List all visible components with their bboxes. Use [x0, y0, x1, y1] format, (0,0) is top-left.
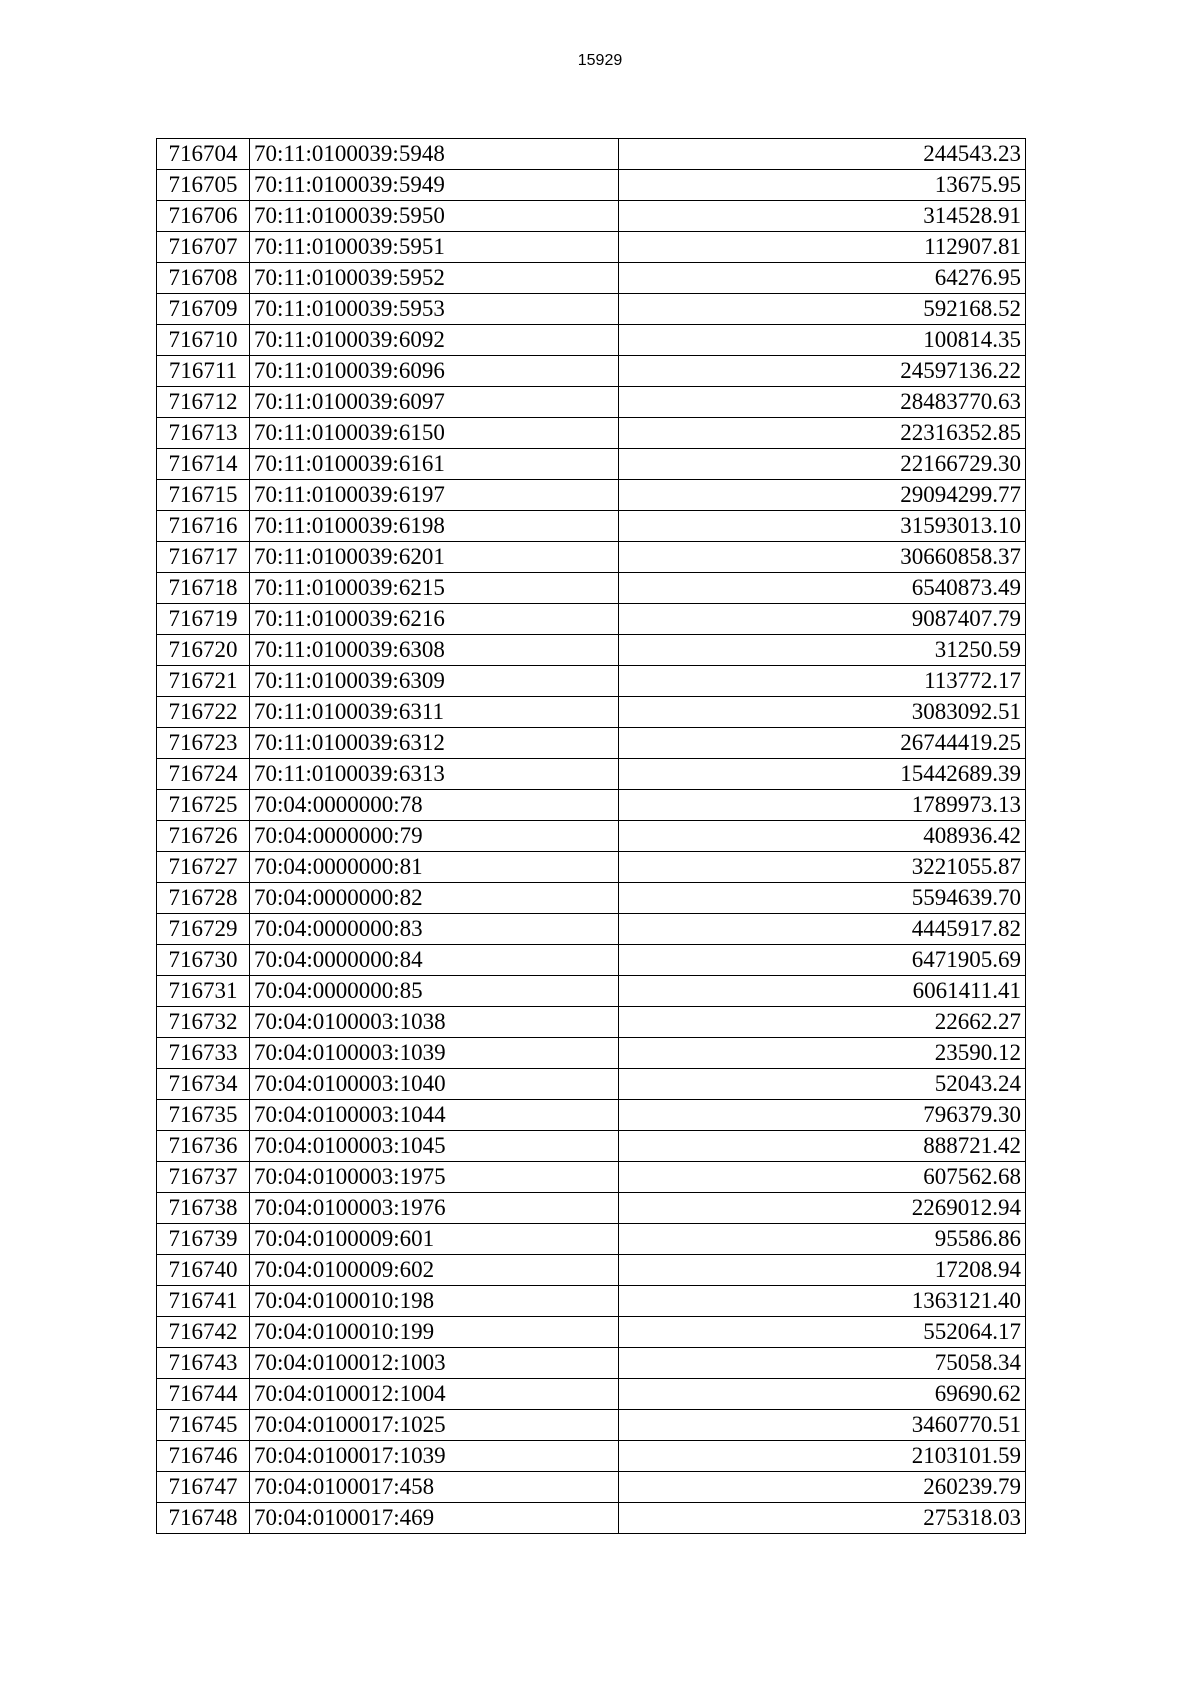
cadastral-number-cell: 70:04:0100017:458 [250, 1472, 619, 1503]
cadastral-number-cell: 70:04:0000000:81 [250, 852, 619, 883]
value-cell: 552064.17 [619, 1317, 1026, 1348]
value-cell: 607562.68 [619, 1162, 1026, 1193]
value-cell: 113772.17 [619, 666, 1026, 697]
registry-table [156, 138, 1026, 1534]
value-cell: 6061411.41 [619, 976, 1026, 1007]
table-row [157, 170, 1026, 201]
row-number-cell: 716718 [157, 573, 250, 604]
row-number-cell: 716727 [157, 852, 250, 883]
cadastral-number-cell: 70:11:0100039:6197 [250, 480, 619, 511]
table-row [157, 728, 1026, 759]
table-row [157, 1348, 1026, 1379]
cadastral-number-cell: 70:11:0100039:6311 [250, 697, 619, 728]
value-cell: 3221055.87 [619, 852, 1026, 883]
row-number-cell: 716743 [157, 1348, 250, 1379]
table-row [157, 1410, 1026, 1441]
table-row [157, 1441, 1026, 1472]
row-number-cell: 716741 [157, 1286, 250, 1317]
value-cell: 13675.95 [619, 170, 1026, 201]
table-row [157, 790, 1026, 821]
table-row [157, 666, 1026, 697]
row-number-cell: 716714 [157, 449, 250, 480]
cadastral-number-cell: 70:04:0100010:198 [250, 1286, 619, 1317]
row-number-cell: 716737 [157, 1162, 250, 1193]
value-cell: 22662.27 [619, 1007, 1026, 1038]
row-number-cell: 716744 [157, 1379, 250, 1410]
value-cell: 6471905.69 [619, 945, 1026, 976]
value-cell: 275318.03 [619, 1503, 1026, 1534]
cadastral-number-cell: 70:11:0100039:6215 [250, 573, 619, 604]
value-cell: 1363121.40 [619, 1286, 1026, 1317]
table-row [157, 232, 1026, 263]
value-cell: 23590.12 [619, 1038, 1026, 1069]
row-number-cell: 716729 [157, 914, 250, 945]
cadastral-number-cell: 70:11:0100039:6198 [250, 511, 619, 542]
table-row [157, 356, 1026, 387]
table-row [157, 1255, 1026, 1286]
cadastral-number-cell: 70:11:0100039:6161 [250, 449, 619, 480]
cadastral-number-cell: 70:04:0100017:469 [250, 1503, 619, 1534]
cadastral-number-cell: 70:04:0100003:1040 [250, 1069, 619, 1100]
value-cell: 64276.95 [619, 263, 1026, 294]
table-row [157, 852, 1026, 883]
row-number-cell: 716734 [157, 1069, 250, 1100]
cadastral-number-cell: 70:04:0100009:601 [250, 1224, 619, 1255]
value-cell: 69690.62 [619, 1379, 1026, 1410]
table-row [157, 480, 1026, 511]
row-number-cell: 716746 [157, 1441, 250, 1472]
table-row [157, 883, 1026, 914]
value-cell: 3460770.51 [619, 1410, 1026, 1441]
row-number-cell: 716735 [157, 1100, 250, 1131]
table-row [157, 759, 1026, 790]
table-row [157, 325, 1026, 356]
value-cell: 5594639.70 [619, 883, 1026, 914]
table-row [157, 976, 1026, 1007]
cadastral-number-cell: 70:04:0100003:1039 [250, 1038, 619, 1069]
table-row [157, 1379, 1026, 1410]
table-row [157, 945, 1026, 976]
value-cell: 52043.24 [619, 1069, 1026, 1100]
value-cell: 17208.94 [619, 1255, 1026, 1286]
table-row [157, 418, 1026, 449]
page-number: 15929 [577, 52, 623, 69]
table-row [157, 294, 1026, 325]
row-number-cell: 716747 [157, 1472, 250, 1503]
row-number-cell: 716728 [157, 883, 250, 914]
value-cell: 31250.59 [619, 635, 1026, 666]
table-row [157, 263, 1026, 294]
cadastral-number-cell: 70:04:0100012:1003 [250, 1348, 619, 1379]
value-cell: 112907.81 [619, 232, 1026, 263]
cadastral-number-cell: 70:04:0100009:602 [250, 1255, 619, 1286]
table-row [157, 914, 1026, 945]
cadastral-number-cell: 70:11:0100039:6097 [250, 387, 619, 418]
value-cell: 260239.79 [619, 1472, 1026, 1503]
table-row [157, 1038, 1026, 1069]
value-cell: 796379.30 [619, 1100, 1026, 1131]
value-cell: 100814.35 [619, 325, 1026, 356]
row-number-cell: 716711 [157, 356, 250, 387]
cadastral-number-cell: 70:11:0100039:6092 [250, 325, 619, 356]
row-number-cell: 716738 [157, 1193, 250, 1224]
cadastral-number-cell: 70:04:0000000:83 [250, 914, 619, 945]
value-cell: 22316352.85 [619, 418, 1026, 449]
row-number-cell: 716740 [157, 1255, 250, 1286]
cadastral-number-cell: 70:11:0100039:5949 [250, 170, 619, 201]
row-number-cell: 716726 [157, 821, 250, 852]
row-number-cell: 716707 [157, 232, 250, 263]
table-row [157, 1069, 1026, 1100]
table-row [157, 511, 1026, 542]
table-row [157, 604, 1026, 635]
table-row [157, 573, 1026, 604]
value-cell: 26744419.25 [619, 728, 1026, 759]
table-row [157, 1100, 1026, 1131]
value-cell: 592168.52 [619, 294, 1026, 325]
value-cell: 30660858.37 [619, 542, 1026, 573]
cadastral-number-cell: 70:11:0100039:6150 [250, 418, 619, 449]
cadastral-number-cell: 70:04:0100017:1039 [250, 1441, 619, 1472]
cadastral-number-cell: 70:11:0100039:6201 [250, 542, 619, 573]
row-number-cell: 716709 [157, 294, 250, 325]
value-cell: 4445917.82 [619, 914, 1026, 945]
value-cell: 888721.42 [619, 1131, 1026, 1162]
cadastral-number-cell: 70:04:0100003:1975 [250, 1162, 619, 1193]
row-number-cell: 716704 [157, 139, 250, 170]
row-number-cell: 716724 [157, 759, 250, 790]
row-number-cell: 716722 [157, 697, 250, 728]
row-number-cell: 716715 [157, 480, 250, 511]
cadastral-number-cell: 70:11:0100039:5952 [250, 263, 619, 294]
row-number-cell: 716712 [157, 387, 250, 418]
row-number-cell: 716717 [157, 542, 250, 573]
cadastral-number-cell: 70:04:0000000:78 [250, 790, 619, 821]
registry-table-body [157, 139, 1026, 1534]
value-cell: 244543.23 [619, 139, 1026, 170]
row-number-cell: 716725 [157, 790, 250, 821]
table-row [157, 1162, 1026, 1193]
cadastral-number-cell: 70:04:0100017:1025 [250, 1410, 619, 1441]
row-number-cell: 716739 [157, 1224, 250, 1255]
cadastral-number-cell: 70:11:0100039:5950 [250, 201, 619, 232]
value-cell: 15442689.39 [619, 759, 1026, 790]
cadastral-number-cell: 70:04:0100003:1976 [250, 1193, 619, 1224]
table-row [157, 387, 1026, 418]
table-row [157, 821, 1026, 852]
cadastral-number-cell: 70:04:0000000:85 [250, 976, 619, 1007]
row-number-cell: 716705 [157, 170, 250, 201]
value-cell: 75058.34 [619, 1348, 1026, 1379]
cadastral-number-cell: 70:04:0100012:1004 [250, 1379, 619, 1410]
row-number-cell: 716723 [157, 728, 250, 759]
row-number-cell: 716719 [157, 604, 250, 635]
cadastral-number-cell: 70:11:0100039:6096 [250, 356, 619, 387]
row-number-cell: 716706 [157, 201, 250, 232]
cadastral-number-cell: 70:04:0100010:199 [250, 1317, 619, 1348]
table-row [157, 1286, 1026, 1317]
cadastral-number-cell: 70:11:0100039:6309 [250, 666, 619, 697]
value-cell: 2103101.59 [619, 1441, 1026, 1472]
value-cell: 31593013.10 [619, 511, 1026, 542]
cadastral-number-cell: 70:11:0100039:6216 [250, 604, 619, 635]
table-row [157, 139, 1026, 170]
row-number-cell: 716736 [157, 1131, 250, 1162]
cadastral-number-cell: 70:04:0100003:1045 [250, 1131, 619, 1162]
table-row [157, 1472, 1026, 1503]
cadastral-number-cell: 70:11:0100039:6313 [250, 759, 619, 790]
cadastral-number-cell: 70:11:0100039:5951 [250, 232, 619, 263]
value-cell: 28483770.63 [619, 387, 1026, 418]
value-cell: 29094299.77 [619, 480, 1026, 511]
value-cell: 95586.86 [619, 1224, 1026, 1255]
table-row [157, 201, 1026, 232]
row-number-cell: 716742 [157, 1317, 250, 1348]
table-row [157, 1224, 1026, 1255]
cadastral-number-cell: 70:04:0000000:82 [250, 883, 619, 914]
row-number-cell: 716716 [157, 511, 250, 542]
table-row [157, 1007, 1026, 1038]
row-number-cell: 716732 [157, 1007, 250, 1038]
cadastral-number-cell: 70:11:0100039:6308 [250, 635, 619, 666]
row-number-cell: 716730 [157, 945, 250, 976]
table-row [157, 1131, 1026, 1162]
table-row [157, 635, 1026, 666]
table-row [157, 1503, 1026, 1534]
row-number-cell: 716721 [157, 666, 250, 697]
row-number-cell: 716713 [157, 418, 250, 449]
value-cell: 2269012.94 [619, 1193, 1026, 1224]
cadastral-number-cell: 70:04:0100003:1038 [250, 1007, 619, 1038]
row-number-cell: 716720 [157, 635, 250, 666]
row-number-cell: 716748 [157, 1503, 250, 1534]
table-row [157, 449, 1026, 480]
cadastral-number-cell: 70:04:0000000:79 [250, 821, 619, 852]
table-row [157, 1317, 1026, 1348]
value-cell: 9087407.79 [619, 604, 1026, 635]
table-row [157, 542, 1026, 573]
value-cell: 24597136.22 [619, 356, 1026, 387]
table-row [157, 697, 1026, 728]
cadastral-number-cell: 70:04:0100003:1044 [250, 1100, 619, 1131]
cadastral-number-cell: 70:11:0100039:6312 [250, 728, 619, 759]
cadastral-number-cell: 70:11:0100039:5948 [250, 139, 619, 170]
value-cell: 408936.42 [619, 821, 1026, 852]
table-row [157, 1193, 1026, 1224]
value-cell: 6540873.49 [619, 573, 1026, 604]
value-cell: 1789973.13 [619, 790, 1026, 821]
value-cell: 314528.91 [619, 201, 1026, 232]
row-number-cell: 716731 [157, 976, 250, 1007]
row-number-cell: 716708 [157, 263, 250, 294]
value-cell: 3083092.51 [619, 697, 1026, 728]
row-number-cell: 716733 [157, 1038, 250, 1069]
cadastral-number-cell: 70:04:0000000:84 [250, 945, 619, 976]
cadastral-number-cell: 70:11:0100039:5953 [250, 294, 619, 325]
row-number-cell: 716745 [157, 1410, 250, 1441]
value-cell: 22166729.30 [619, 449, 1026, 480]
row-number-cell: 716710 [157, 325, 250, 356]
